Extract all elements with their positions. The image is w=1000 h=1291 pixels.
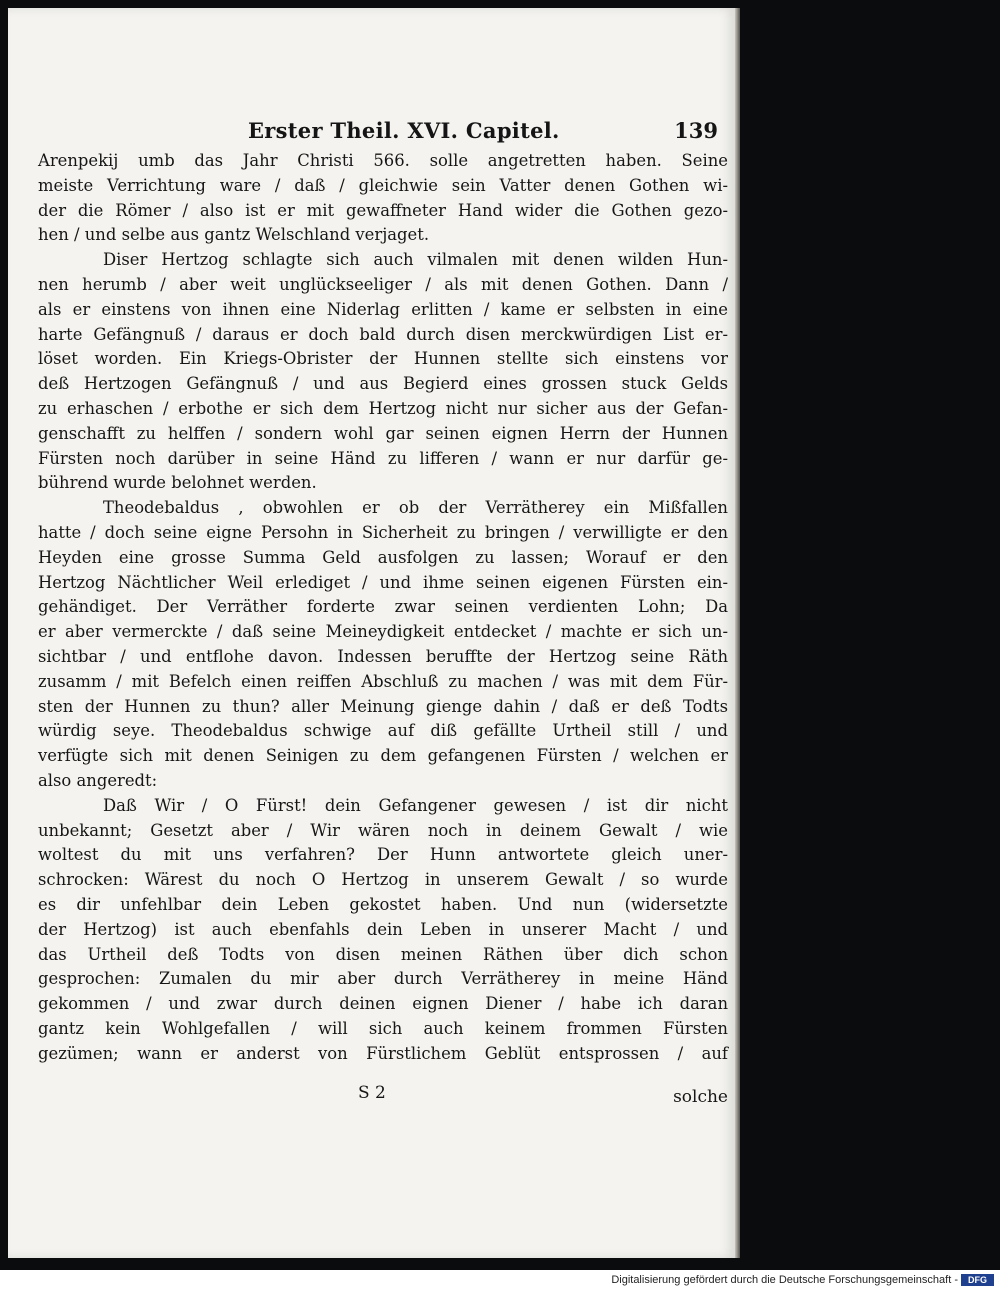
page-edge-shadow xyxy=(735,8,740,1258)
text-line: hatte / doch seine eigne Persohn in Sicherheit zu bringen / verwilligte er den xyxy=(38,522,728,542)
text-line: hen / und selbe aus gantz Welschland verjaget. xyxy=(38,225,430,245)
catchword: solche xyxy=(673,1087,728,1107)
text-line: gantz kein Wohlgefallen / will sich auch keinem frommen Fürsten xyxy=(38,1018,728,1038)
signature-mark: S 2 xyxy=(358,1083,386,1103)
text-line: der Hertzog) ist auch ebenfahls dein Leben in unserer Macht / und xyxy=(38,919,728,939)
text-line: löset worden. Ein Kriegs-Obrister der Hunnen stellte sich einstens vor xyxy=(38,349,728,369)
page-footer xyxy=(38,1083,728,1113)
text-line: genschafft zu helffen / sondern wohl gar seinen eignen Herrn der Hunnen xyxy=(38,423,728,443)
text-line: also angeredt: xyxy=(38,770,158,790)
text-line: gezümen; wann er anderst von Fürstlichem Geblüt entsprossen / auf xyxy=(38,1043,728,1063)
text-line: gekommen / und zwar durch deinen eignen Diener / habe ich daran xyxy=(38,994,728,1014)
text-line: Fürsten noch darüber in seine Händ zu lifferen / wann er nur darfür ge- xyxy=(38,448,728,468)
attribution-bar xyxy=(0,1270,1000,1291)
text-line: es dir unfehlbar dein Leben gekostet haben. Und nun (widersetzte xyxy=(38,894,728,914)
text-line: Diser Hertzog schlagte sich auch vilmalen mit denen wilden Hun- xyxy=(103,250,728,270)
text-line: sichtbar / und entflohe davon. Indessen beruffte der Hertzog seine Räth xyxy=(38,646,728,666)
text-line: verfügte sich mit denen Seinigen zu dem gefangenen Fürsten / welchen er xyxy=(38,746,728,766)
text-line: er aber vermerckte / daß seine Meineydigkeit entdecket / machte er sich un- xyxy=(38,622,728,642)
text-line: als er einstens von ihnen eine Niderlag erlitten / kame er selbsten in eine xyxy=(38,299,728,319)
text-line: Daß Wir / O Fürst! dein Gefangener gewesen / ist dir nicht xyxy=(103,795,728,815)
page-number: 139 xyxy=(674,118,718,143)
text-line: nen herumb / aber weit unglückseeliger / als mit denen Gothen. Dann / xyxy=(38,274,728,294)
text-line: der die Römer / also ist er mit gewaffneter Hand wider die Gothen gezo- xyxy=(38,200,728,220)
text-line: Theodebaldus , obwohlen er ob der Verrätherey ein Mißfallen xyxy=(103,498,728,518)
dfg-logo-icon: DFG xyxy=(961,1274,994,1286)
text-line: gehändiget. Der Verräther forderte zwar seinen verdienten Lohn; Da xyxy=(38,597,728,617)
text-line: unbekannt; Gesetzt aber / Wir wären noch in deinem Gewalt / wie xyxy=(38,820,728,840)
text-line: Hertzog Nächtlicher Weil erlediget / und ihme seinen eigenen Fürsten ein- xyxy=(38,572,728,592)
text-line: deß Hertzogen Gefängnuß / und aus Begierd eines grossen stuck Gelds xyxy=(38,374,728,394)
funding-note: Digitalisierung gefördert durch die Deutsche Forschungsgemeinschaft - xyxy=(611,1274,958,1286)
page-header xyxy=(248,118,718,150)
text-line: bührend wurde belohnet werden. xyxy=(38,473,317,493)
book-page xyxy=(8,8,735,1258)
text-line: meiste Verrichtung ware / daß / gleichwie sein Vatter denen Gothen wi- xyxy=(38,175,728,195)
text-line: sten der Hunnen zu thun? aller Meinung gienge dahin / daß er deß Todts xyxy=(38,696,728,716)
text-line: Heyden eine grosse Summa Geld ausfolgen zu lassen; Worauf er den xyxy=(38,547,728,567)
text-line: zusamm / mit Befelch einen reiffen Abschluß zu machen / was mit dem Für- xyxy=(38,671,728,691)
text-line: woltest du mit uns verfahren? Der Hunn antwortete gleich uner- xyxy=(38,845,728,865)
running-title: Erster Theil. XVI. Capitel. xyxy=(248,118,560,143)
text-line: Arenpekij umb das Jahr Christi 566. solle angetretten haben. Seine xyxy=(38,151,728,170)
body-text xyxy=(38,149,728,1066)
text-line: würdig seye. Theodebaldus schwige auf diß gefällte Urtheil still / und xyxy=(38,721,728,741)
text-line: schrocken: Wärest du noch O Hertzog in unserem Gewalt / so wurde xyxy=(38,870,728,890)
text-line: harte Gefängnuß / daraus er doch bald durch disen merckwürdigen List er- xyxy=(38,324,728,344)
text-line: gesprochen: Zumalen du mir aber durch Verrätherey in meine Händ xyxy=(38,969,728,989)
text-line: zu erhaschen / erbothe er sich dem Hertzog nicht nur sicher aus der Gefan- xyxy=(38,398,728,418)
text-line: das Urtheil deß Todts von disen meinen Räthen über dich schon xyxy=(38,944,728,964)
